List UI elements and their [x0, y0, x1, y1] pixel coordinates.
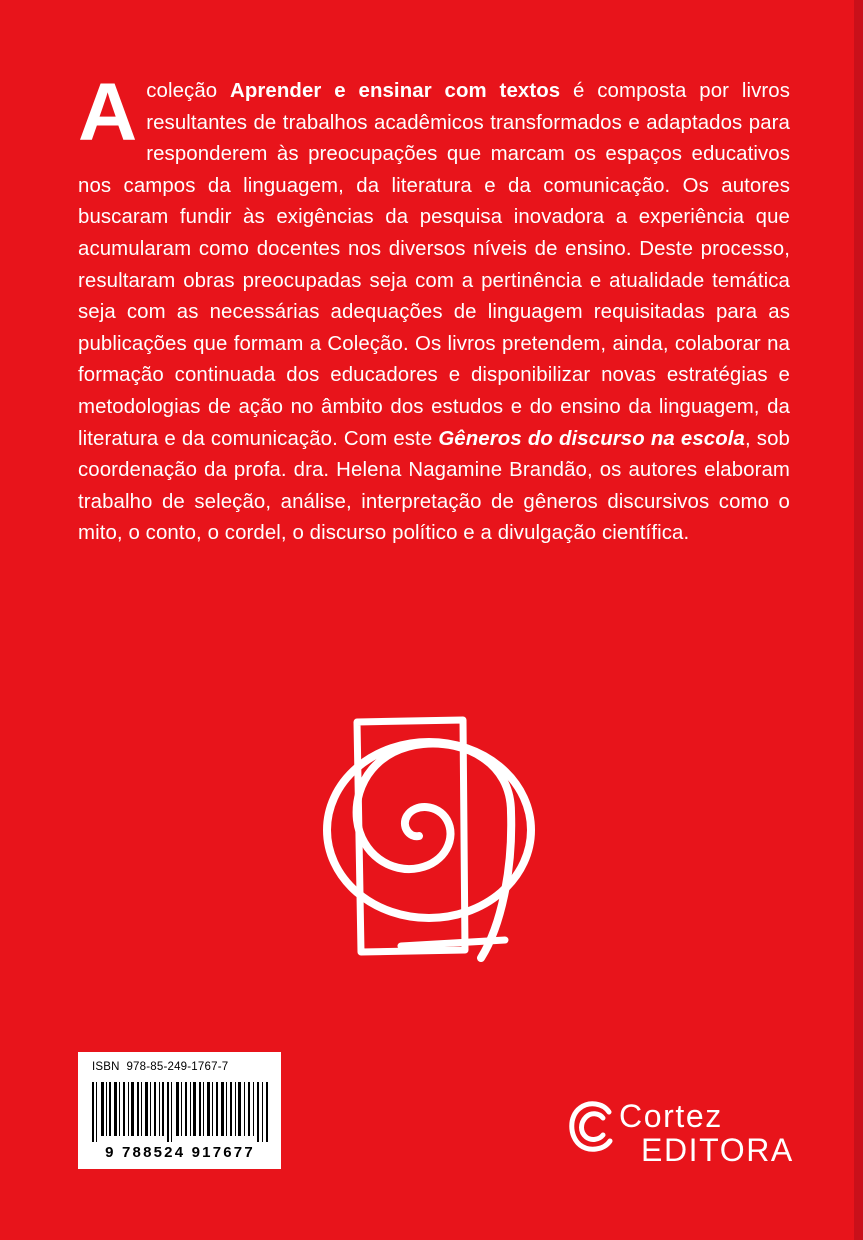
blurb-text-part1: coleção: [146, 80, 231, 102]
blurb-dropcap: A: [78, 67, 137, 158]
publisher-name-top: Cortez: [619, 1098, 723, 1134]
publisher-name-bottom: EDITORA: [641, 1132, 794, 1168]
barcode-digits: 9 788524 917677: [105, 1144, 255, 1161]
book-title: Gêneros do discurso na escola: [438, 427, 745, 450]
cover-edge-strip: [854, 0, 863, 1240]
blurb-text-part3: , sob coordenação da profa. dra. Helena Nagamine Brandão, os autores elaboram trabalho de seleção, análise, interpretação de gêneros discursivos como o mito, o conto, o cordel, o discurso político e a divulgação científica.: [78, 427, 790, 545]
barcode-bars: [90, 1082, 270, 1142]
blurb-text-part2: é composta por livros resultantes de trabalhos acadêmicos transformados e adaptados para responderem às preocupações que marcam os espaços educativos nos campos da linguagem, da literatura e da comunicação. Os autores buscaram fundir às exigências da pesquisa inovadora a experiência que acumularam como docentes nos diversos níveis de ensino. Deste processo, resultaram obras preocupadas seja com a pertinência e atualidade temática seja com as necessárias adequações de linguagem requisitadas para as publicações que formam a Coleção. Os livros pretendem, ainda, colaborar na formação continuada dos educadores e disponibilizar novas estratégias e metodologias de ação no âmbito dos estudos e do ensino da linguagem, da literatura e da comunicação. Com este: [78, 80, 791, 450]
isbn-number: 978-85-249-1767-7: [126, 1061, 229, 1073]
cortez-swirl-icon: [563, 1096, 625, 1158]
isbn-label: [92, 1061, 228, 1073]
isbn-label-text: ISBN: [92, 1061, 120, 1073]
isbn-barcode-block: [78, 1052, 281, 1169]
publisher-logo: [563, 1094, 794, 1168]
collection-title: Aprender e ensinar com textos: [230, 80, 561, 102]
back-cover-blurb: [78, 67, 791, 550]
spiral-logo-icon: [305, 700, 555, 980]
